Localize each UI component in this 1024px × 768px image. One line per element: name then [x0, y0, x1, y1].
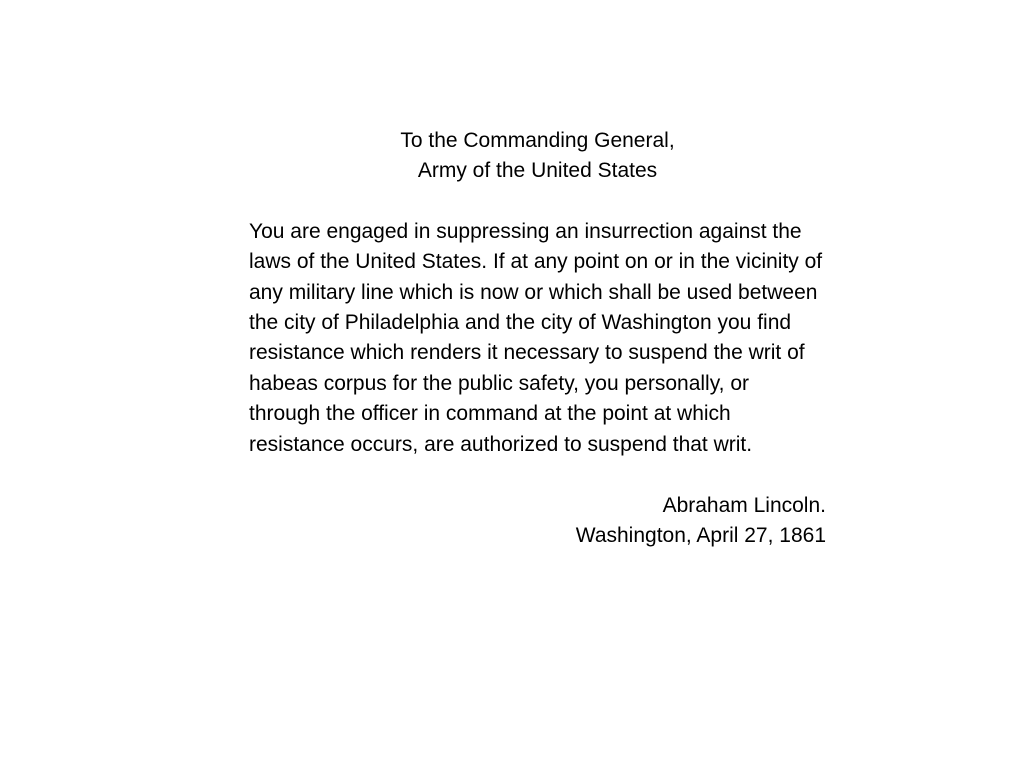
signature: [249, 491, 826, 552]
salutation-line-2: Army of the United States: [417, 159, 658, 183]
salutation-line-1: To the Commanding General,: [400, 129, 675, 152]
letter-body: You are engaged in suppressing an insurrection against the laws of the United States. If at any point on or in the vicinity of any military line which is now or which shall be used between the city of Philadelphia and the city of Washington you find resistance which renders it necessary to suspend the writ of habeas corpus for the public safety, you personally, or through the officer in command at the point at which resistance occurs, are authorized to suspend that writ.: [249, 219, 823, 456]
salutation: [249, 126, 826, 187]
signature-place-date: Washington, April 27, 1861: [575, 524, 826, 548]
letter: [249, 126, 826, 552]
signature-name: Abraham Lincoln.: [662, 494, 826, 518]
